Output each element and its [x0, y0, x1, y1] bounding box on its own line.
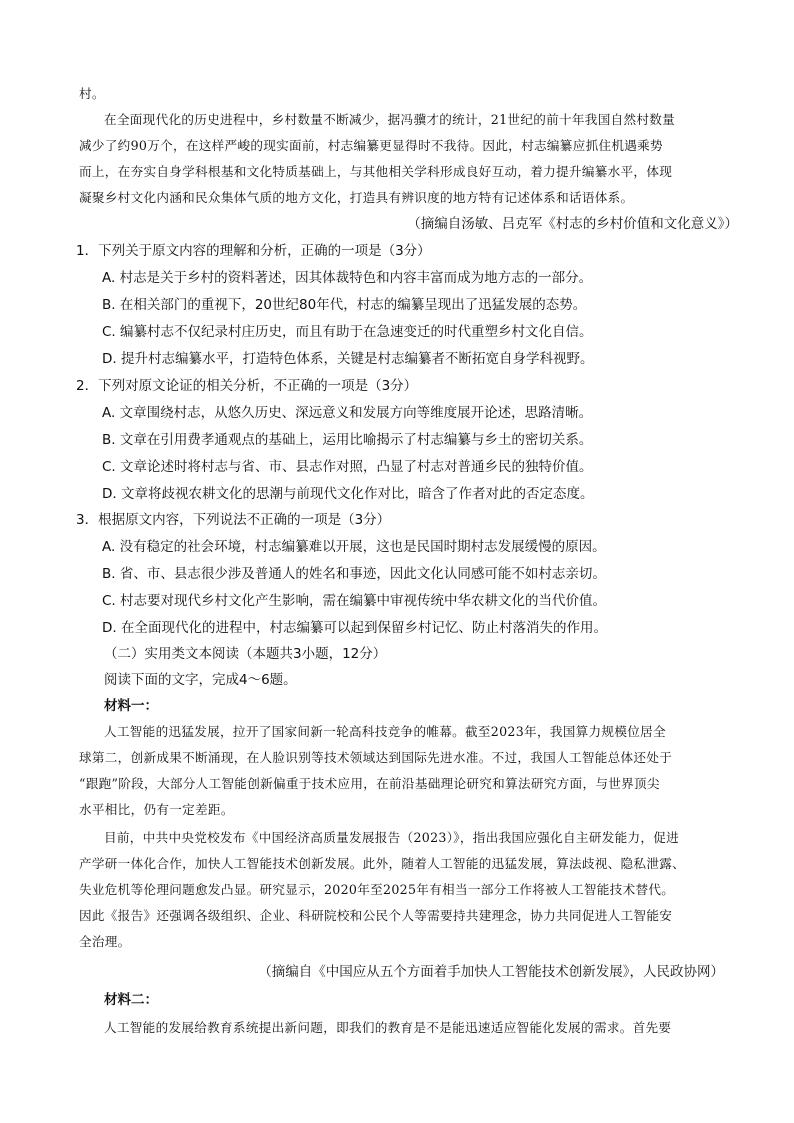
material-line: 目前，中共中央党校发布《中国经济高质量发展报告（2023）》，指出我国应强化自主研发能力，促进: [104, 830, 680, 845]
option-c: C. 编纂村志不仅纪录村庄历史，而且有助于在急速变迁的时代重塑乡村文化自信。: [102, 324, 593, 340]
option-b: B. 在相关部门的重视下，20世纪80年代，村志的编纂呈现出了迅猛发展的态势。: [102, 297, 587, 313]
passage-line: 村。: [79, 86, 105, 101]
option-a: A. 村志是关于乡村的资料著述，因其体裁特色和内容丰富而成为地方志的一部分。: [102, 270, 593, 286]
question-stem: 2．下列对原文论证的相关分析，不正确的一项是（3分）: [76, 378, 418, 394]
question-stem: 1．下列关于原文内容的理解和分析，正确的一项是（3分）: [76, 243, 431, 259]
option-b: B. 省、市、县志很少涉及普通人的姓名和事迹，因此文化认同感可能不如村志亲切。: [102, 566, 606, 582]
option-c: C. 文章论述时将村志与省、市、县志作对照，凸显了村志对普通乡民的独特价值。: [102, 459, 593, 475]
option-c: C. 村志要对现代乡村文化产生影响，需在编纂中审视传统中华农耕文化的当代价值。: [102, 593, 607, 609]
passage-source: （摘编自汤敏、吕克军《村志的乡村价值和文化意义》）: [407, 216, 738, 232]
option-a: A. 文章围绕村志，从悠久历史、深远意义和发展方向等维度展开论述，思路清晰。: [102, 405, 593, 421]
material-line: 失业危机等伦理问题愈发凸显。研究显示，2020年至2025年有相当一部分工作将被人工智能技术替代。: [79, 882, 675, 897]
material-source: （摘编自《中国应从五个方面着手加快人工智能技术创新发展》，人民政协网）: [258, 964, 724, 980]
option-d: D. 在全面现代化的进程中，村志编纂可以起到保留乡村记忆、防止村落消失的作用。: [102, 620, 607, 636]
material-label: 材料二：: [104, 992, 158, 1008]
material-line: 人工智能的迅猛发展，拉开了国家间新一轮高科技竞争的帷幕。截至2023年，我国算力规模位居全: [104, 724, 666, 739]
option-d: D. 提升村志编纂水平，打造特色体系，关键是村志编纂者不断拓宽自身学科视野。: [102, 351, 594, 367]
option-b: B. 文章在引用费孝通观点的基础上，运用比喻揭示了村志编纂与乡土的密切关系。: [102, 432, 593, 448]
material-line: 水平相比，仍有一定差距。: [79, 802, 234, 817]
material-line: “跟跑”阶段，大部分人工智能创新偏重于技术应用，在前沿基础理论研究和算法研究方面，与世界顶尖: [79, 776, 660, 791]
material-line: 球第二，创新成果不断涌现，在人脸识别等技术领域达到国际先进水准。不过，我国人工智能总体还处于: [79, 750, 673, 765]
passage-line: 在全面现代化的历史进程中，乡村数量不断减少，据冯骥才的统计，21世纪的前十年我国自然村数量: [104, 112, 676, 127]
passage-line: 而上，在夯实自身学科根基和文化特质基础上，与其他相关学科形成良好互动，着力提升编纂水平，体现: [79, 164, 673, 179]
section-heading: （二）实用类文本阅读（本题共3小题，12分）: [104, 646, 387, 662]
passage-line: 凝聚乡村文化内涵和民众集体气质的地方文化，打造具有辨识度的地方特有记述体系和话语体系。: [79, 190, 634, 205]
section-instruction: 阅读下面的文字，完成4～6题。: [104, 672, 297, 688]
material-line: 人工智能的发展给教育系统提出新问题，即我们的教育是不是能迅速适应智能化发展的需求。首先要: [104, 1020, 672, 1035]
material-line: 全治理。: [79, 934, 131, 949]
material-label: 材料一：: [104, 698, 158, 714]
question-stem: 3．根据原文内容，下列说法不正确的一项是（3分）: [76, 512, 391, 528]
option-a: A. 没有稳定的社会环境，村志编纂难以开展，这也是民国时期村志发展缓慢的原因。: [102, 539, 606, 555]
option-d: D. 文章将歧视农耕文化的思潮与前现代文化作对比，暗含了作者对此的否定态度。: [102, 486, 594, 502]
material-line: 因此《报告》还强调各级组织、企业、科研院校和公民个人等需要持共建理念，协力共同促进人工智能安: [79, 908, 673, 923]
passage-line: 减少了约90万个，在这样严峻的现实面前，村志编纂更显得时不我待。因此，村志编纂应抓住机遇乘势: [79, 138, 663, 153]
material-line: 产学研一体化合作，加快人工智能技术创新发展。此外，随着人工智能的迅猛发展，算法歧视、隐私泄露、: [79, 856, 686, 871]
